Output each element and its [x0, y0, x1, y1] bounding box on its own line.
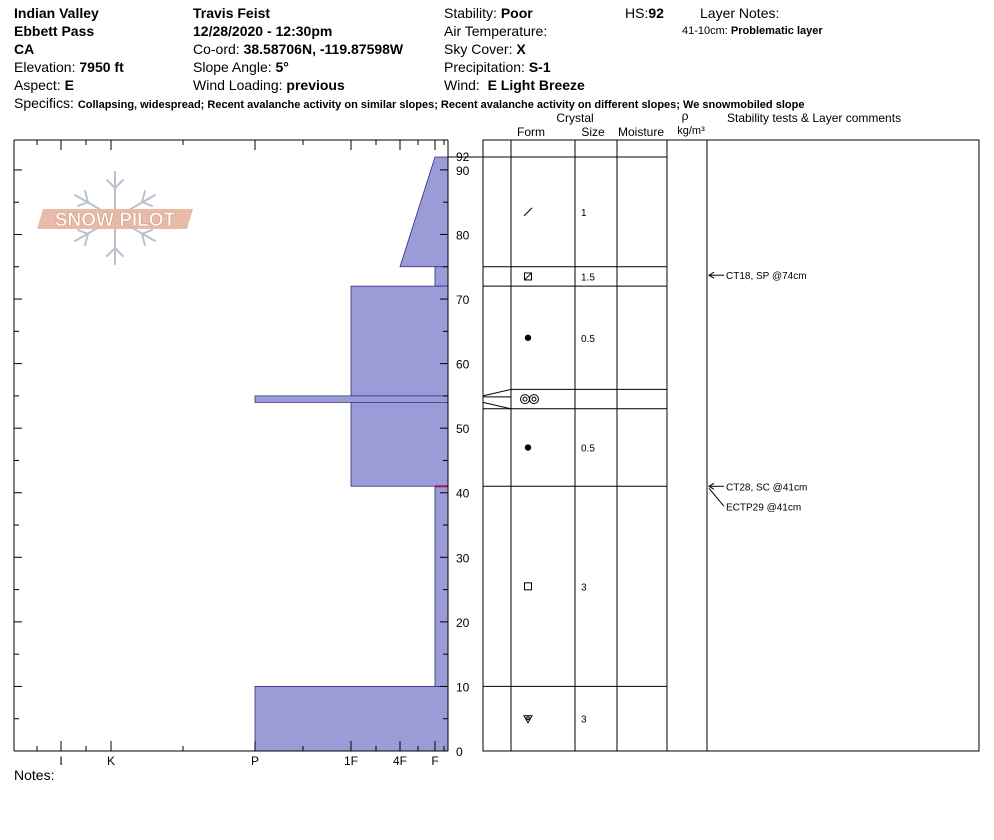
- stability-value: Poor: [500, 5, 533, 21]
- slope-value: 5°: [275, 59, 289, 75]
- col-header-form: Form: [517, 125, 545, 139]
- precip-label: Precipitation:: [444, 59, 525, 75]
- crystal-form-icon-new: [524, 208, 532, 216]
- hardness-label: P: [250, 754, 260, 768]
- depth-label: 70: [456, 293, 470, 308]
- observation-datetime: 12/28/2020 - 12:30pm: [193, 23, 333, 39]
- notes-label: Notes:: [14, 767, 55, 783]
- wedge-line: [483, 402, 511, 408]
- col-header-size: Size: [581, 125, 605, 139]
- wind-value: E Light Breeze: [487, 77, 585, 93]
- location-pass: Ebbett Pass: [14, 23, 95, 39]
- stability-test-3: ECTP29 @41cm: [726, 502, 802, 514]
- snowpilot-logo: [37, 172, 193, 264]
- elevation-value: 7950 ft: [79, 59, 124, 75]
- col-header-stability: Stability tests & Layer comments: [727, 111, 902, 125]
- slope-label: Slope Angle:: [193, 59, 272, 75]
- specifics-value: Collapsing, widespread; Recent avalanche activity on similar slopes; Recent avalanche activity on different slopes; We snowmobiled slope: [77, 99, 805, 111]
- crystal-form-icon-dot: [525, 444, 531, 450]
- depth-label: 92: [456, 150, 470, 164]
- depth-label: 90: [456, 163, 470, 178]
- crystal-size-label: 0.5: [581, 333, 595, 345]
- wind-label: Wind:: [444, 77, 480, 93]
- sky-label: Sky Cover:: [444, 41, 513, 57]
- stability-tests: [709, 271, 807, 513]
- crystal-size-label: 3: [581, 582, 587, 594]
- hardness-layer-4: [435, 486, 448, 686]
- col-header-rho: ρ: [681, 109, 689, 123]
- hardness-label: F: [431, 754, 439, 768]
- col-header-density-unit: kg/m³: [677, 125, 705, 137]
- crystal-size-label: 0.5: [581, 443, 595, 455]
- wedge-line: [483, 389, 511, 395]
- hardness-layer-1: [435, 267, 448, 286]
- hardness-label: I: [59, 754, 63, 768]
- layer-note-text: Problematic layer: [730, 25, 823, 37]
- hs-value: 92: [648, 5, 664, 21]
- depth-label: 80: [456, 228, 470, 243]
- stability-label: Stability:: [444, 5, 497, 21]
- hardness-label: 4F: [392, 754, 408, 768]
- crystal-form-icon-sq: [525, 583, 532, 590]
- hardness-label: K: [106, 754, 116, 768]
- aspect-value: E: [64, 77, 74, 93]
- location-state: CA: [14, 41, 35, 57]
- logo-text: SNOW PILOT: [54, 210, 176, 231]
- test-arrow-3: [709, 488, 724, 506]
- crystal-form-icon-dot: [525, 335, 531, 341]
- depth-label: 60: [456, 357, 470, 372]
- layer-note-range: 41-10cm:: [682, 25, 728, 37]
- coord-value: 38.58706N, -119.87598W: [243, 41, 404, 57]
- location-name: Indian Valley: [14, 5, 99, 21]
- hardness-label: 1F: [343, 754, 359, 768]
- depth-label: 40: [456, 486, 470, 501]
- coord-label: Co-ord:: [193, 41, 240, 57]
- aspect-label: Aspect:: [14, 77, 61, 93]
- hardness-layer-3: [255, 396, 448, 402]
- depth-label: 30: [456, 551, 470, 566]
- depth-label: 10: [456, 680, 470, 695]
- crystal-size-label: 3: [581, 714, 587, 726]
- wind-loading-label: Wind Loading:: [193, 77, 283, 93]
- col-header-crystal: Crystal: [556, 111, 594, 125]
- layer-notes-label: Layer Notes:: [700, 5, 780, 21]
- crystal-size-label: 1: [581, 207, 587, 219]
- hardness-layer-2: [351, 286, 448, 486]
- hardness-layer-0: [400, 157, 448, 267]
- depth-label: 0: [456, 745, 463, 759]
- stability-test-2: CT28, SC @41cm: [726, 482, 808, 494]
- wind-loading-value: previous: [286, 77, 345, 93]
- crystal-form-icon-mf: [521, 395, 539, 404]
- hardness-layers: [255, 157, 448, 751]
- crystal-form-icon-fr: [525, 273, 532, 280]
- crystal-size-label: 1.5: [581, 272, 595, 284]
- air-temp-label: Air Temperature:: [444, 23, 548, 39]
- col-header-moisture: Moisture: [617, 125, 665, 139]
- hs-label: HS:: [625, 5, 649, 21]
- precip-value: S-1: [528, 59, 551, 75]
- sky-value: X: [516, 41, 526, 57]
- stability-test-1: CT18, SP @74cm: [726, 271, 807, 283]
- elevation-label: Elevation:: [14, 59, 76, 75]
- depth-label: 50: [456, 422, 470, 437]
- crystal-form-icon-dh: [524, 716, 532, 723]
- depth-label: 20: [456, 615, 470, 630]
- observer-name: Travis Feist: [193, 5, 271, 21]
- layer-table-frame: [483, 140, 979, 751]
- specifics-label: Specifics:: [14, 95, 74, 111]
